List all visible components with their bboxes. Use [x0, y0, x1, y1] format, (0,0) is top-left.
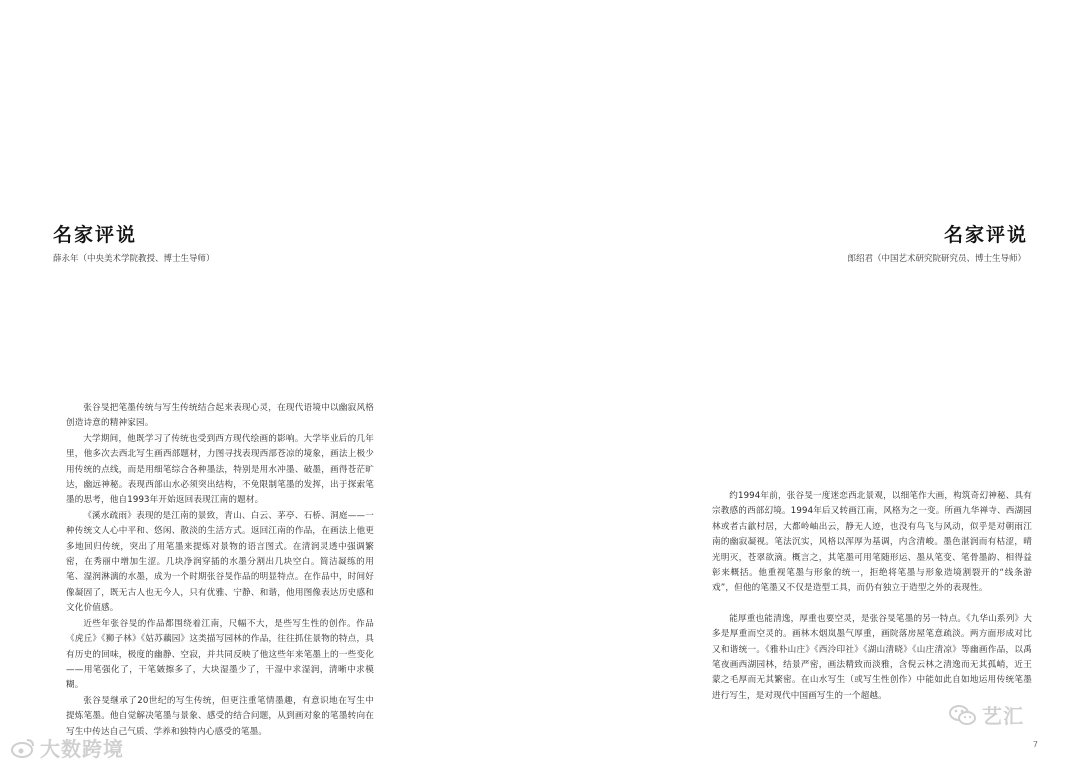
left-paragraph-3: 《溪水疏雨》表现的是江南的景致，青山、白云、茅亭、石桥、洞庭——一种传统文人心中平和、悠闲、散淡的生活方式。返回江南的作品，在画法上他更多地回归传统，突出了用笔墨来提炼对景物的语言图式。在清润灵透中强调繁密，在秀丽中增加生涩。几块净润穿插的水墨分割出几块空白。简洁凝练的用笔、湿润淋漓的水墨，成为一个时期张谷旻作品的明显特点。在作品中，时间好像凝固了，既无古人也无今人，只有优雅、宁静、和谐，他用图像表达历史感和文化价值感。: [66, 510, 374, 614]
watermark-right-text: 艺汇: [982, 704, 1024, 728]
right-page-byline: 郎绍君（中国艺术研究院研究员、博士生导师）: [847, 254, 1026, 264]
page-number: 7: [1032, 740, 1038, 749]
left-paragraph-1: 张谷旻把笔墨传统与写生传统结合起来表现心灵，在现代语境中以幽寂风格创造诗意的精神家园。: [66, 403, 374, 429]
right-paragraph-1: 约1994年前，张谷旻一度迷恋西北景观，以细笔作大画，构筑奇幻神秘、具有宗教感的西部幻境。1994年后又转画江南，风格为之一变。所画九华禅寺、西湖园林或者古歙村居，大都岭岫出云，静无人迹，也没有鸟飞与风动，似乎是对朝雨江南的幽寂凝视。笔法沉实，风格以浑厚为基调，内含清峻。墨色湛润而有枯涩，晴光明灭，苍翠欲滴。概言之，其笔墨可用笔随形运、墨从笔变、笔骨墨韵、相得益彰来概括。他重视笔墨与形象的统一，拒绝将笔墨与形象造境割裂开的“线条游戏”，但他的笔墨又不仅是造型工具，而仍有独立于造型之外的表现性。: [712, 491, 1032, 594]
weibo-icon: [10, 737, 36, 759]
right-page-body: [712, 489, 1032, 704]
watermark-left-text: 大数跨境: [40, 737, 124, 761]
left-paragraph-5: 张谷旻继承了20世纪的写生传统，但更注重笔情墨趣，有意识地在写生中提炼笔墨。他自觉解决笔墨与景象、感受的结合问题，从到画对象的笔墨转向在写生中传达自己气质、学养和独特内心感受的笔墨。: [66, 695, 374, 737]
left-paragraph-2: 大学期间，他既学习了传统也受到西方现代绘画的影响。大学毕业后的几年里，他多次去西北写生画西部题材，力图寻找表现西部苍凉的境象，画法上极少用传统的点线，而是用细笔综合各种墨法，特别是用水冲墨、破墨，画得苍茫旷达，幽远神秘。表现西部山水必须突出结构，不免限制笔墨的发挥，出于探索笔墨的思考，他自1993年开始返回表现江南的题材。: [66, 433, 374, 506]
wechat-icon: [948, 703, 978, 727]
left-paragraph-4: 近些年张谷旻的作品都围绕着江南，尺幅不大，是些写生性的创作。作品《虎丘》《狮子林》《姑苏藕园》这类描写园林的作品，往往抓住景物的特点，具有历史的回味，极度的幽静、空寂，并共同反映了他这些年来笔墨上的一些变化——用笔强化了，干笔皴擦多了，大块湿墨少了，干湿中求湿润，清晰中求模糊。: [66, 618, 374, 691]
left-page-body: [66, 401, 374, 740]
watermark-left: [10, 733, 124, 762]
left-page-byline: 薛永年（中央美术学院教授、博士生导师）: [53, 254, 215, 264]
right-paragraph-2: 能厚重也能清逸，厚重也要空灵，是张谷旻笔墨的另一特点。《九华山系列》大多是厚重而空灵的。画林木烟岚墨气厚重，画院落房屋笔意疏淡。两方面形成对比又和谐统一。《雅朴山庄》《西泠印社》《湖山清晓》《山庄清凉》等幽画作品，以禹笔夜画西湖园林，结景严密，画法精致而淡雅，含倪云林之清逸而无其孤峭，近王蒙之毛厚而无其繁密。在山水写生（或写生性创作）中能如此自如地运用传统笔墨进行写生，是对现代中国画写生的一个超越。: [712, 613, 1032, 701]
left-page-heading: 名家评说: [53, 224, 138, 246]
watermark-right: [948, 700, 1024, 729]
right-page-heading: 名家评说: [943, 224, 1028, 246]
right-page: [540, 0, 1080, 768]
